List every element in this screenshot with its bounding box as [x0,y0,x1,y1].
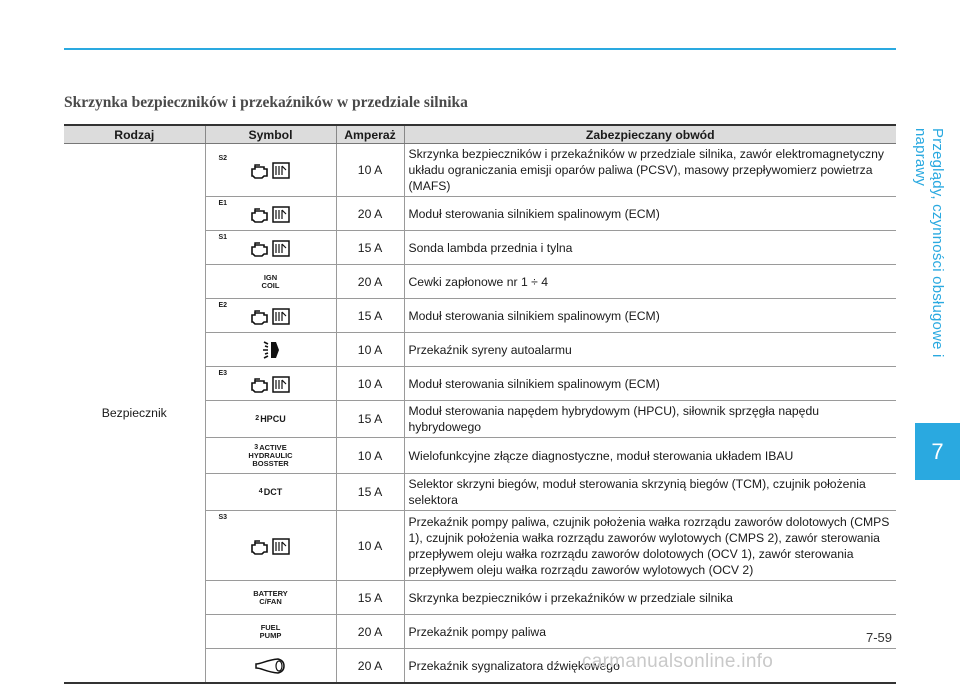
fuse-symbol-cell [205,581,336,615]
fuse-number-label: 3 [254,443,259,451]
engine-icon [249,537,293,555]
chapter-number-badge: 7 [915,423,960,480]
fuse-tag-label: S2 [218,154,228,162]
fuse-amperage: 10 A [336,511,404,581]
page-number: 7-59 [865,630,892,645]
fuse-symbol-line: IGN [263,272,278,282]
fuse-circuit: Moduł sterowania napędem hybrydowym (HPCU), siłownik sprzęgła napędu hybrydowego [404,401,896,438]
fuse-symbol-text [259,487,282,497]
fuse-tag-label: S1 [218,234,228,241]
fuse-circuit: Skrzynka bezpieczników i przekaźników w przedziale silnika, zawór elektromagnetyczny układu ograniczania emisji oparów paliwa (PCSV), masowy przepływomierz powietrza (MAFS) [404,144,896,197]
engine-icon [249,307,293,325]
fuse-circuit: Przekaźnik sygnalizatora dźwiękowego [404,649,896,684]
fuse-symbol-line: BOSSTER [252,458,289,468]
fuse-amperage: 10 A [336,438,404,474]
header-type: Rodzaj [64,125,205,144]
fuse-symbol-line: PUMP [259,630,282,640]
fuse-symbol-cell [205,367,336,401]
fuse-symbol-line: BATTERY [253,588,288,598]
fuse-symbol-cell [205,144,336,197]
fuse-circuit: Przekaźnik syreny autoalarmu [404,333,896,367]
fuse-symbol-line: C/FAN [259,596,282,606]
fuse-number-label: 4 [258,488,263,495]
fuse-symbol-line: ACTIVE [259,442,287,452]
fuse-amperage: 15 A [336,299,404,333]
fuse-symbol-cell [205,231,336,265]
fuse-type-cell: Bezpiecznik [64,144,205,684]
table-row [64,144,896,197]
fuse-amperage: 20 A [336,615,404,649]
fuse-symbol-cell [205,511,336,581]
fuse-amperage: 10 A [336,144,404,197]
engine-icon [249,205,293,223]
fuse-amperage: 20 A [336,197,404,231]
fuse-symbol-cell [205,438,336,474]
watermark: carmanualsonline.info [582,651,774,672]
header-amperage: Amperaż [336,125,404,144]
table-header-row [64,125,896,144]
fuse-tag-label: S3 [218,514,228,521]
fuse-symbol-cell [205,401,336,438]
engine-icon [249,161,293,179]
fuse-tag-label: E3 [218,370,228,377]
engine-icon [249,239,293,257]
fuse-table [64,124,896,684]
fuse-amperage: 15 A [336,474,404,511]
fuse-symbol-cell [205,197,336,231]
fuse-symbol-text [253,590,288,606]
fuse-circuit: Wielofunkcyjne złącze diagnostyczne, moduł sterowania układem IBAU [404,438,896,474]
fuse-symbol-text [248,444,292,468]
fuse-amperage: 20 A [336,265,404,299]
fuse-circuit: Skrzynka bezpieczników i przekaźników w przedziale silnika [404,581,896,615]
fuse-amperage: 10 A [336,367,404,401]
fuse-circuit: Cewki zapłonowe nr 1 ÷ 4 [404,265,896,299]
section-title: Skrzynka bezpieczników i przekaźników w przedziale silnika [64,94,468,111]
fuse-circuit: Moduł sterowania silnikiem spalinowym (ECM) [404,299,896,333]
chapter-side-label: Przeglądy, czynności obsługowe i naprawy [912,128,946,358]
fuse-symbol-cell [205,333,336,367]
fuse-symbol-line: HYDRAULIC [248,450,293,460]
fuse-circuit: Moduł sterowania silnikiem spalinowym (ECM) [404,367,896,401]
top-divider [64,48,896,50]
fuse-symbol-text [260,624,282,640]
fuse-symbol-text [262,274,280,290]
fuse-tag-label: E2 [218,302,228,309]
fuse-symbol-text [255,414,285,424]
fuse-circuit: Przekaźnik pompy paliwa, czujnik położenia wałka rozrządu zaworów dolotowych (CMPS 1), czujnik położenia wałka rozrządu zaworów wylotowych (CMPS 2), zawór sterowania przepływem oleju wałka rozrządu zaworów dolotowych (OCV 1), zawór sterowania przepływem oleju wałka rozrządu zaworów wylotowych (OCV 2) [404,511,896,581]
fuse-number-label: 2 [255,415,260,422]
fuse-symbol-cell [205,615,336,649]
fuse-amperage: 10 A [336,333,404,367]
fuse-amperage: 15 A [336,401,404,438]
fuse-symbol-cell [205,474,336,511]
fuse-symbol-cell [205,299,336,333]
fuse-symbol-cell [205,649,336,684]
fuse-symbol-cell [205,265,336,299]
engine-icon [249,375,293,393]
fuse-symbol-line: FUEL [260,622,281,632]
fuse-amperage: 15 A [336,581,404,615]
fuse-symbol-line: HPCU [260,414,286,424]
fuse-tag-label: E1 [218,200,228,207]
fuse-amperage: 15 A [336,231,404,265]
fuse-circuit: Selektor skrzyni biegów, moduł sterowania skrzynią biegów (TCM), czujnik położenia selektora [404,474,896,511]
alarm-siren-icon [260,339,282,361]
fuse-symbol-line: COIL [261,280,280,290]
header-symbol: Symbol [205,125,336,144]
fuse-circuit: Sonda lambda przednia i tylna [404,231,896,265]
horn-icon [253,657,289,675]
fuse-circuit: Przekaźnik pompy paliwa [404,615,896,649]
fuse-circuit: Moduł sterowania silnikiem spalinowym (ECM) [404,197,896,231]
fuse-symbol-line: DCT [263,487,283,497]
header-circuit: Zabezpieczany obwód [404,125,896,144]
fuse-amperage: 20 A [336,649,404,684]
